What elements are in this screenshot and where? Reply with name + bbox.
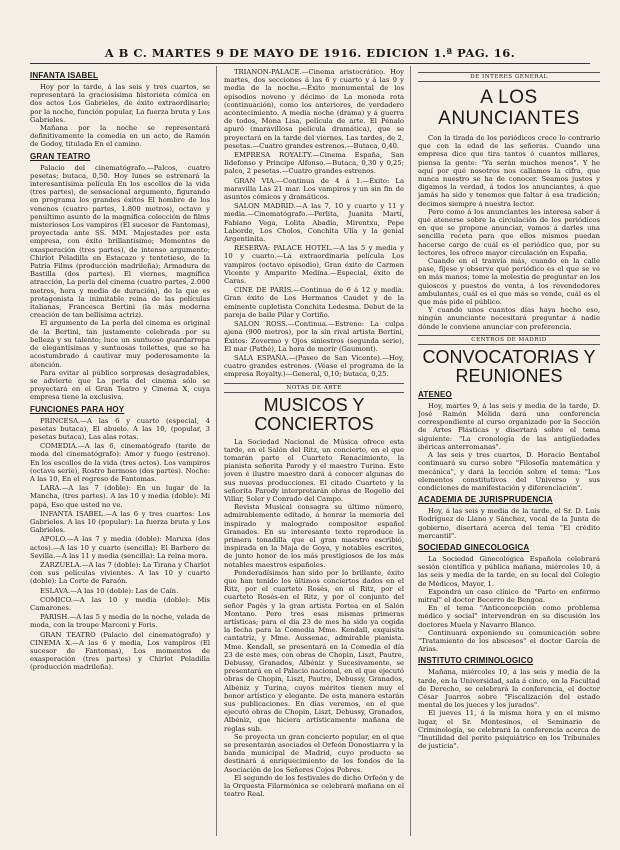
article-paragraph: El argumento de La perla del cinema es original de la Bertini, tan justamente celebrada por su belleza y su talento; luce un suntuoso guardarropa de elegantísimas y suntuosas toilettes, que se ha acostumbrado á cautivar muy poderosamente la atención. (30, 319, 210, 369)
list-item: RESERVA: PALACE HOTEL.—A las 5 y media y 10 y cuarto.—La extraordinaria película Los vampiros (octavo episodio), Gran éxito de Carmen Vicente y Amparito Medina.—Especial, éxito de Caras. (224, 244, 404, 286)
list-item: APOLO.—A las 7 y media (doble): Maruxa (dos actos).—A las 10 y cuarto (sencilla): El Barbero de Sevilla.—A las 11 y media (sencilla): La reina mora. (30, 535, 210, 560)
article-paragraph: Cuando en el tranvía más, cuando en la calle pase, fíjese y observe qué periódico es el que se ve en más manos; tome la molestia de preguntar en los quioscos y puestos de venta, á los revendedores ambulantes, cuál es el que más se vende, cuál es el que más pide el público. (418, 257, 600, 307)
list-item: INFANTA ISABEL.—A las 6 y tres cuartos: Los Gabrieles. A las 10 (popular): La fuerza bruta y Los Gabrieles. (30, 509, 210, 535)
page-header: A B C. MARTES 9 DE MAYO DE 1916. EDICION 1.ª PAG. 16. (104, 46, 516, 60)
list-item: ZARZUELA.—A las 7 (doble): La Tirana y Charlot con sus películas vivientes. A las 10 y cuarto (doble): La Corte de Faraón. (30, 560, 210, 586)
article-paragraph: Mañana, miércoles 10, á las seis y media de la tarde, en la Universidad, sala á cinco, en la Facultad de Derecho, se celebrará la conferencia, el doctor César Juarros sobre "Fiscalización del estado mental de los jueces y los jurados". (418, 668, 600, 710)
list-item: CINE DE PARIS.—Continua de 6 á 12 y media. Gran éxito de Los Hermanos Caudet y de la eminente cupletista Conchita Ledesma. Debut de la pareja de baile Pilar y Cortiño. (224, 286, 404, 319)
functions-list (30, 417, 210, 672)
section-kicker: DE INTERES GENERAL (418, 72, 600, 82)
article-headline: MUSICOS Y CONCIERTOS (254, 394, 374, 434)
article-headline: A LOS ANUNCIANTES (438, 87, 580, 129)
section-kicker: CENTROS DE MADRID (418, 335, 600, 345)
article-paragraph: El segundo de los festivales de dicho Orfeón y de la Orquesta Filarmónica se celebrará mañana en el teatro Real. (224, 773, 404, 799)
article-paragraph: Revista Musical consagra su último número, admirablemente editado, á honrar la memoria del inspirado y malogrado compositor español Granados. En su interesante texto reproduce la primera tonadilla que el gran maestro escribió, inspirada en la Maja de Goya, y notables escritos, de junto honor de los más prestigiosos de los más notables maestros españoles. (224, 503, 404, 569)
section-title: SOCIEDAD GINECOLOGICA (418, 542, 530, 552)
list-item: PRINCESA.—A las 6 y cuarto (especial, 4 pesetas butaca), El abuelo. A las 10, (popular, 3 pesetas butaca), Las alas rotas. (30, 416, 210, 441)
article-headline: CONVOCATORIAS Y REUNIONES (422, 346, 596, 386)
article-paragraph: Pero como á los anunciantes les interesa saber á qué atenerse sobre la circulación de los periódicos en que se propone anunciar, vamos á darles una sencilla receta para que ellos mismos puedan hacerse cargo de cuál es el periódico que, por su lectores, les ofrece mayor circulación en España. (418, 207, 600, 257)
column-divider (216, 66, 217, 836)
section-title: ACADEMIA DE JURISPRUDENCIA (418, 495, 553, 505)
article-paragraph: Hoy, á las seis y media de la tarde, el Sr. D. Luis Rodríguez de Llano y Sánchez, vocal de la Junta de gobierno, disertará acerca del tema "El crédito mercantil". (418, 507, 600, 540)
article-paragraph: Expondrá un caso clínico de "Parto en enfermo mitral" el doctor Becerro de Bengoa. (418, 587, 600, 604)
article-paragraph: Hoy, martes 9, á las seis y media de la tarde, D. José Ramón Mélida dará una conferencia correspondiente al curso organizado por la Sección de Artes Plásticas y disertará sobre el tema siguiente: "La cronología de las antigüedades ibéricas anterromanas". (418, 401, 600, 451)
article-paragraph: Con la tirada de los periódicos crece lo contrario que con la edad de las señoras. Cuando una empresa dice que tira tantos ó cuantos millares, piensa la gente: "Ya serán muchos menos". Y he aquí por qué nosotros nos callamos la cifra, que nunca nuestro se ha de conocer. Seamos justos y digamos la verdad, á todos los anunciantes, á que jamás ha sido y tenemos que faltar á esa tradición; decimos siempre á nuestra lector. (418, 134, 600, 208)
article-paragraph: La Sociedad Nacional de Música ofrece esta tarde, en el Salón del Ritz, un concierto, en el que tomarán parte el Cuarteto Renacimiento, la pianista señorita Parody y el maestro Turina. Este joven é ilustre maestro dará á conocer algunas de sus nuevas producciones. El citado Cuarteto y la señorita Parody interpretarán obras de Rogelio del Villar, Soler y Conrado del Campo. (224, 437, 404, 503)
article-paragraph: Continuará exponiendo su comunicación sobre "Tratamiento de los abscesos" el doctor García de Arias. (418, 628, 600, 654)
section-title: ATENEO (418, 389, 452, 399)
list-item: GRAN TEATRO (Palacio del cinematógrafo) y CINEMA X.—A las 6 y media, Los vampiros (El sucesor de Fantomas), Los momentos de exasperación (tres partes) y Chirlot Peladilla (producción madrileña). (30, 630, 210, 672)
section-title: GRAN TEATRO (30, 151, 91, 161)
section-kicker: NOTAS DE ARTE (224, 383, 404, 393)
section-title: FUNCIONES PARA HOY (30, 404, 125, 414)
article-paragraph: Hoy por la tarde, á las seis y tres cuartos, se representará la graciosísima historieta cómica en dos actos Los Gabrieles, de éxito extraordinario; por la noche, función popular, La fuerza bruta y Los Gabrieles. (30, 83, 210, 124)
article-paragraph: Se proyecta un gran concierto popular, en el que se presentarán asociados el Orfeón Donostiarra y la banda municipal de Madrid, cuyo producto se destinará á enriquecimiento de los fondos de la Asociación de los Señores Cojos Pobres. (224, 732, 404, 774)
header-rule (30, 63, 590, 64)
article-paragraph: Para evitar al público sorpresas desagradables, se advierte que La perla del cinema sólo se proyectará en el Gran Teatro y Cinema X, cuya empresa tiene la exclusiva. (30, 368, 210, 402)
list-item: EMPRESA ROYALTY.—Cinema España, San Ildefonso y Principe Alfonso.—Butaca, 0,30 y 0,25; palco, 2 pesetas.—Cuatro grandes estrenos. (224, 151, 404, 176)
article-paragraph: Ponderadísimos han sido por lo brillante, éxito que han tenido los últimos conciertos dados en el Ritz, por el cuarteto Rosés, en el Ritz, por el cuarteto Rosés-en el Ritz, y por el conjunto del señor Pagès y la gran artista Fortea en el Salón Montano. Pero tres esas mismas primeras artísticas; para el día 23 de mes ha sido ya cogida la fecha para la Comedia Mme. Kendall, exquisita cantatriz, y Mme. Aussenac, admirable pianista. Mme. Kendall, se presentará en la Comedia el día 23 de este mes, con obras de Chopin, Liszt, Pautre, Debussy, Granados, Albéniz y Sucesivamente, se presentará en el Palacio nacional, en el que ejecutó obras de Chopin, Liszt, Pautre, Debussy, Granados, Albéniz y Turina, cuyos méritos tienen muy el honor artístico y elegante. De esta manera estarán sus publicaciones. En días veremos, en el que ejecutó obras de Chopin, Liszt, Debussy, Granados, Albéniz, que hiciera artísticamente mañana de reglas sub. (224, 568, 404, 733)
list-item: TRIANON-PALACE.—Cinema aristocrático. Hoy martes, dos secciones á las 6 y cuarto y á las 9 y media de la noche.—Éxito monumental de los episodios noveno y décimo de La moneda rota (continuación), como los anteriores, de verdadero acontecimiento. A media noche (drama) y á guerra de todos, Mona Lisa, película de arte. El Pénalo apuró (maravillosa película dramática), que se proyectará en la tarde del viernes. Las tardes, de 2, pesetas.—Cuatro grandes estrenos.—Butaca, 0,40. (224, 68, 404, 150)
list-item: SALON MADRID.—A las 7, 10 y cuarto y 11 y media.—Cinematógrafo.—Perlita, Juanita Martí, Fabiano Vega, Lolita Abadía, Mirentxu, Pepe Laborde, Los Cholos, Conchita Ulía y la genial Argentinita. (224, 202, 404, 244)
list-item: GRAN VIA.—Continua de 4 á 1.—Éxito: La maravilla Las 21 mar. Los vampiros y un sin fin de asuntos cómicos y dramáticos. (224, 176, 404, 202)
section-title: INFANTA ISABEL (30, 71, 99, 80)
article-paragraph: Mañana por la noche se representará definitivamente la comedia en un acto, de Ramón de Godoy, titulada En el camino. (30, 124, 210, 149)
article-paragraph: Palacio del cinematógrafo.—Palcos, cuatro pesetas; butaca, 0,50. Hoy lunes se estrenará la interesantísima película En los escollos de la vida (tres partes), de sensacional argumento, figurando en programa los grandes éxitos El hombre de los venenos (cuatro partes, 1.800 metros), octavo y penúltimo asunto de la magnífica colección de films misteriosos Los vampiros (El sucesor de Fantomas), proyectada ante SS. MM. Majestades por esta empresa, con éxito brillantísimo; Momentos de exasperación (tres partes), de intenso argumento; Chirlot Peladilla en Estacazo y tentetieso, de la Patria Films (producción madrileña); Armadura de Bastilla (dos partes). El viernes, magnífica atracción, La perla del cinema (cuatro partes, 2.000 metros, hora y media de duración), de la que es protagonista la inimitable reina de las películas italianas, Francesca Bertini (la más moderna creación de tan bellísima actriz). (30, 163, 210, 320)
article-paragraph: A las seis y tres cuartos, D. Horacio Bentabol continuará su curso sobre "Filosofía matemática y mecánica", y dará la lección sobre el tema: "Los elementos constitutivos del Universo y sus condiciones de manifestación y diferenciación". (418, 451, 600, 492)
list-item: LARA.—A las 7 (doble): En un lugar de la Mancha, (tres partes). A las 10 y media (doble): Mi papá, Eso que usted no ve. (30, 484, 210, 509)
list-item: ESLAVA.—A las 10 (doble): Las de Caín. (40, 586, 179, 595)
section-title: INSTITUTO CRIMINOLOGICO (418, 656, 534, 666)
article-paragraph: Y cuando unos cuantos días haya hecho eso, ningún anunciante necesitará preguntar á nadie dónde le conviene anunciar con preferencia. (418, 306, 600, 331)
list-item: COMEDIA.—A las 6, cinematógrafo (tarde de moda del cinematógrafo): Amor y fuego (estreno). En los escollos de la vida (tres actos). Los vampiros (octava serie), Rostro hermoso (dos partes). Noche: A las 10, En el regreso de Fantomas. (30, 442, 210, 483)
article-paragraph: El jueves 11, á la misma hora y en el mismo lugar, el Sr. Montesinos, el Seminario de Criminología, se celebrará la conferencia acerca de "Inutilidad del perito psiquiátrico en los Tribunales de justicia". (418, 709, 600, 751)
column-1 (30, 68, 210, 838)
column-3 (418, 68, 600, 838)
list-item: SALA ESPAÑA.—(Paseo de San Vicente).—Hoy, cuatro grandes estrenos. (Véase el programa de la empresa Royalty.)—General, 0,10; butaca, 0,25. (224, 353, 404, 379)
article-paragraph: En el tema "Anticoncepción como problema médico y social" intervendrán en su discusión los doctores Muela y Navarro Blanco. (418, 604, 600, 629)
column-divider (410, 66, 411, 836)
list-item: SALON ROSS.—Continua.—Estreno: La culpa ajena (900 metros), por la sin rival artista Bertini, Éxitos: Zovermo y Ojos siniestros (segunda serie), El mar (Pathé), La hora de morir (Gaumont). (224, 320, 404, 353)
list-item: COMICO.—A las 10 y media (doble): Mis Camarones. (30, 595, 210, 612)
cinema-listings (224, 68, 404, 379)
article-paragraph: La Sociedad Ginecológica Española celebrará sesión científica y pública mañana, miércoles 10, á las seis y media de la tarde, en su local del Colegio de Médicos, Mayor, 1. (418, 554, 600, 588)
column-2 (224, 68, 404, 838)
list-item: PARISH.—A las 5 y media de la noche, velada de moda, con la troupe Marconi y Foris. (30, 613, 210, 630)
